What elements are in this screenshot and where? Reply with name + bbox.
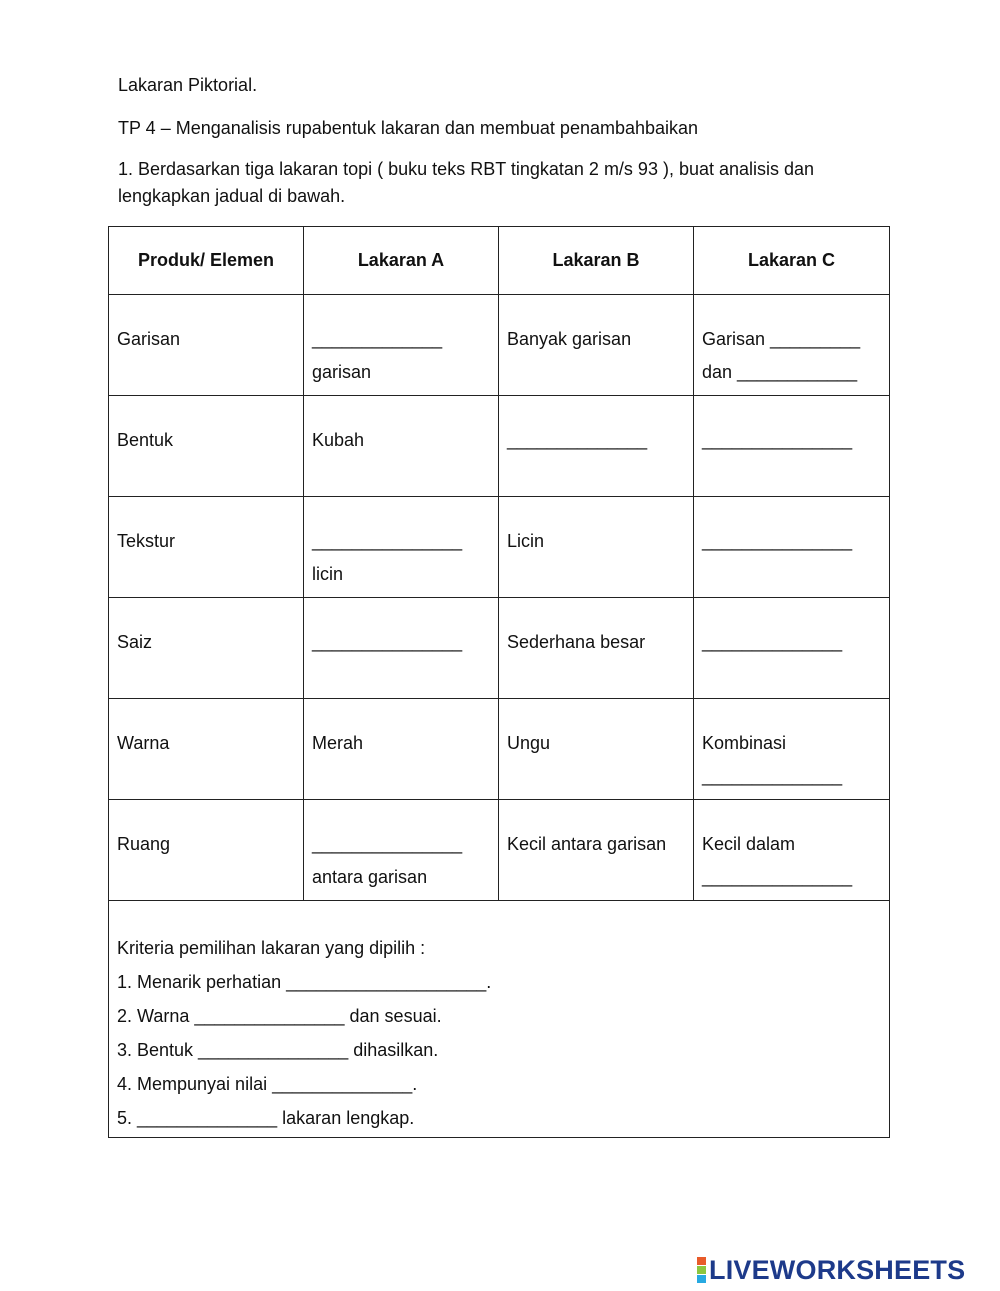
answer-blank[interactable]: _______________: [702, 531, 853, 551]
cell-element: Garisan: [109, 295, 304, 396]
table-header-row: [109, 227, 890, 295]
cell-lakaran-b: [499, 396, 694, 497]
criteria-item[interactable]: 2. Warna _______________ dan sesuai.: [117, 1006, 442, 1026]
answer-blank[interactable]: dan ____________: [702, 362, 858, 382]
logo-blocks-icon: [697, 1257, 706, 1283]
cell-lakaran-c: [694, 396, 890, 497]
cell-lakaran-a: [304, 598, 499, 699]
table-row: [109, 699, 890, 800]
table-row: [109, 598, 890, 699]
table-row: [109, 295, 890, 396]
criteria-item[interactable]: 1. Menarik perhatian ____________________.: [117, 972, 492, 992]
criteria-row: [109, 901, 890, 1138]
criteria-item[interactable]: 3. Bentuk _______________ dihasilkan.: [117, 1040, 439, 1060]
cell-lakaran-c: Kombinasi ______________: [694, 699, 890, 800]
cell-lakaran-a: Merah: [304, 699, 499, 800]
cell-element: Warna: [109, 699, 304, 800]
cell-lakaran-a: Kubah: [304, 396, 499, 497]
answer-blank[interactable]: _______________: [312, 834, 463, 854]
cell-lakaran-a: _______________ licin: [304, 497, 499, 598]
cell-lakaran-c: [694, 295, 890, 396]
answer-blank[interactable]: _____________: [312, 329, 443, 349]
criteria-item[interactable]: 4. Mempunyai nilai ______________.: [117, 1074, 418, 1094]
cell-element: Ruang: [109, 800, 304, 901]
answer-blank[interactable]: _______________: [702, 430, 853, 450]
header-lakaran-c: Lakaran C: [694, 227, 890, 295]
criteria-cell: [109, 901, 890, 1138]
table-row: [109, 800, 890, 901]
answer-blank[interactable]: ______________: [702, 766, 843, 786]
answer-blank[interactable]: _______________: [312, 632, 463, 652]
cell-lakaran-b: Banyak garisan: [499, 295, 694, 396]
cell-lakaran-c: [694, 497, 890, 598]
brand-name: LIVEWORKSHEETS: [709, 1254, 966, 1285]
cell-lakaran-b: Licin: [499, 497, 694, 598]
liveworksheets-logo: [697, 1255, 965, 1285]
header-lakaran-b: Lakaran B: [499, 227, 694, 295]
table-row: [109, 497, 890, 598]
cell-lakaran-b: Kecil antara garisan: [499, 800, 694, 901]
criteria-title: Kriteria pemilihan lakaran yang dipilih :: [117, 938, 426, 958]
answer-blank[interactable]: _______________: [702, 867, 853, 887]
answer-blank[interactable]: Garisan _________: [702, 329, 861, 349]
analysis-table: [108, 226, 890, 1138]
header-lakaran-a: Lakaran A: [304, 227, 499, 295]
table-row: [109, 396, 890, 497]
cell-lakaran-c: Kecil dalam _______________: [694, 800, 890, 901]
instruction-line-2: lengkapkan jadual di bawah.: [118, 186, 346, 206]
cell-lakaran-a: _____________ garisan: [304, 295, 499, 396]
cell-element: Saiz: [109, 598, 304, 699]
cell-lakaran-b: Sederhana besar: [499, 598, 694, 699]
page-title: Lakaran Piktorial.: [118, 75, 258, 95]
page-subtitle: TP 4 – Menganalisis rupabentuk lakaran dan membuat penambahbaikan: [118, 118, 699, 138]
cell-element: Bentuk: [109, 396, 304, 497]
cell-lakaran-c: [694, 598, 890, 699]
instruction-line-1: 1. Berdasarkan tiga lakaran topi ( buku teks RBT tingkatan 2 m/s 93 ), buat analisis dan: [118, 159, 815, 179]
answer-blank[interactable]: ______________: [507, 430, 648, 450]
cell-element: Tekstur: [109, 497, 304, 598]
answer-blank[interactable]: ______________: [702, 632, 843, 652]
cell-lakaran-a: _______________ antara garisan: [304, 800, 499, 901]
header-element: Produk/ Elemen: [109, 227, 304, 295]
criteria-item[interactable]: 5. ______________ lakaran lengkap.: [117, 1108, 415, 1128]
answer-blank[interactable]: _______________: [312, 531, 463, 551]
cell-lakaran-b: Ungu: [499, 699, 694, 800]
